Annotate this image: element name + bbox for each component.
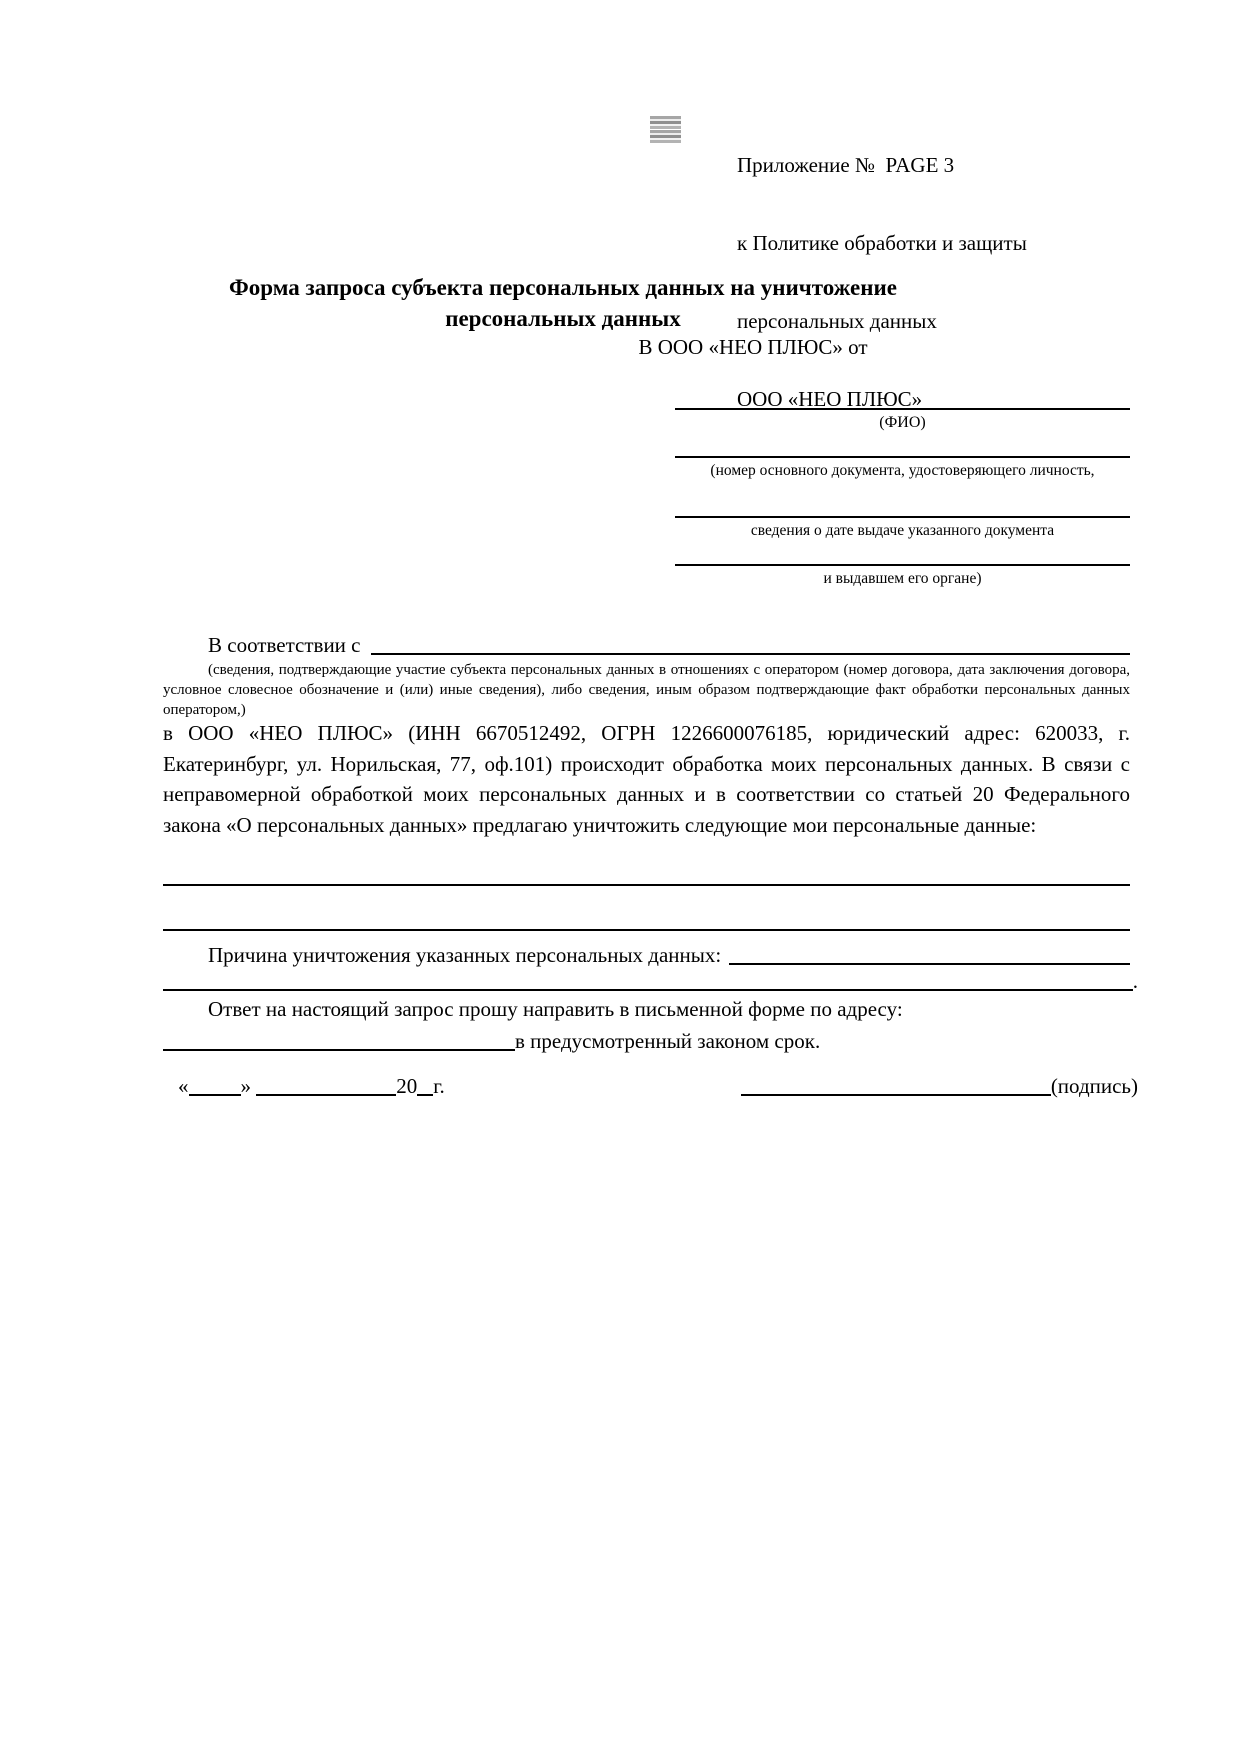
document-issue-date-blank-line xyxy=(675,516,1130,518)
fio-caption: (ФИО) xyxy=(879,414,926,431)
year-prefix: 20 xyxy=(396,1074,418,1098)
reason-blank-line-2 xyxy=(163,989,1133,991)
form-title-line: Форма запроса субъекта персональных данных на уничтожение xyxy=(229,275,897,300)
reply-address-row xyxy=(163,1026,1130,1056)
form-title xyxy=(163,272,963,334)
document-authority-blank-line xyxy=(675,564,1130,566)
accordance-lead: В соответствии с xyxy=(208,633,361,657)
reason-blank-line xyxy=(729,963,1130,965)
document-number-caption: (номер основного документа, удостоверяющего личность, xyxy=(710,462,1095,479)
blurred-text-lines-icon xyxy=(650,116,681,143)
signature-field xyxy=(741,1074,1138,1099)
accordance-footnote: (сведения, подтверждающие участие субъекта персональных данных в отношениях с оператором (номер договора, дата заключения договора, условное словесное обозначение и (или) иные сведения), либо сведения, иным образом подтверждающие факт обработки персональных данных оператором,) xyxy=(163,662,1130,718)
reply-request-text: Ответ на настоящий запрос прошу направить в письменной форме по адресу: xyxy=(208,997,903,1021)
document-authority-caption: и выдавшем его органе) xyxy=(823,570,982,587)
accordance-blank-line xyxy=(371,653,1131,655)
reply-address-blank-line xyxy=(163,1049,515,1051)
fio-blank-line xyxy=(675,408,1130,410)
document-number-blank-line xyxy=(675,456,1130,458)
signature-blank-line xyxy=(741,1094,1051,1096)
date-signature-row xyxy=(163,1074,1138,1099)
personal-data-blank-line-1 xyxy=(163,884,1130,886)
addressee-line: В ООО «НЕО ПЛЮС» от xyxy=(638,335,868,359)
month-blank-line xyxy=(256,1094,396,1096)
day-blank-line xyxy=(189,1094,241,1096)
appendix-note-line: Приложение № PAGE 3 xyxy=(737,153,955,177)
reason-continuation-row xyxy=(163,966,1138,996)
date-open-quote: « xyxy=(178,1074,189,1098)
accordance-row xyxy=(163,630,1130,660)
form-title-line: персональных данных xyxy=(445,306,681,331)
body-paragraph: в ООО «НЕО ПЛЮС» (ИНН 6670512492, ОГРН 1226600076185, юридический адрес: 620033, г. Екатеринбург, ул. Норильская, 77, оф.101) происходит обработка моих персональных данных. В связи с неправомерной обработкой моих персональных данных и в соответствии со статьей 20 Федерального закона «О персональных данных» предлагаю уничтожить следующие мои персональные данные: xyxy=(163,721,1130,837)
year-suffix: г. xyxy=(433,1074,445,1098)
appendix-note-line: персональных данных xyxy=(737,309,937,333)
appendix-note-line: к Политике обработки и защиты xyxy=(737,231,1027,255)
year-blank-line xyxy=(417,1094,433,1096)
date-close-quote: » xyxy=(240,1074,251,1098)
appendix-note-line: ООО «НЕО ПЛЮС» xyxy=(737,387,923,411)
document-issue-date-caption: сведения о дате выдаче указанного документа xyxy=(750,522,1055,539)
personal-data-blank-line-2 xyxy=(163,929,1130,931)
reason-terminator: . xyxy=(1132,969,1138,993)
reply-tail-text: в предусмотренный законом срок. xyxy=(515,1029,821,1053)
date-field xyxy=(163,1074,445,1099)
reason-label: Причина уничтожения указанных персональных данных: xyxy=(208,943,722,967)
signature-caption: (подпись) xyxy=(1050,1074,1138,1098)
reply-request-row xyxy=(163,994,1130,1024)
